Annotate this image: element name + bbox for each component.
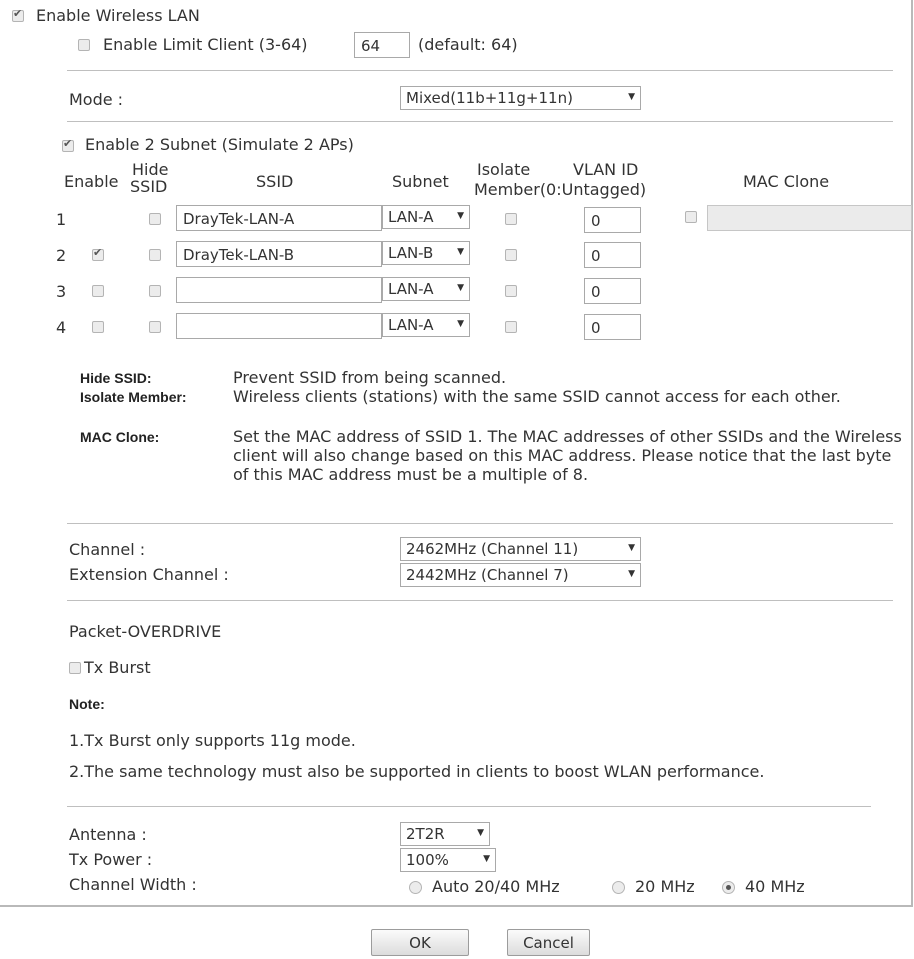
row-4-vlan-input[interactable]: 0 [584,314,641,340]
row-3-hide-checkbox[interactable] [149,285,161,297]
limit-client-default: (default: 64) [418,35,518,54]
channel-width-auto-radio[interactable] [409,881,422,894]
ext-channel-select-value: 2442MHz (Channel 7) [406,566,569,584]
note-line-2: 2.The same technology must also be supported in clients to boost WLAN performance. [69,762,765,781]
dropdown-arrow-icon: ▼ [457,283,464,293]
enable-subnet-label: Enable 2 Subnet (Simulate 2 APs) [85,135,354,154]
row-2-hide-checkbox[interactable] [149,249,161,261]
tx-power-select[interactable] [400,848,496,872]
row-number: 1 [56,210,67,229]
legend-hide-ssid-desc: Prevent SSID from being scanned. [233,368,507,387]
row-number: 4 [56,318,67,337]
ext-channel-label: Extension Channel : [69,565,229,584]
channel-select[interactable] [400,537,641,561]
legend-mac-clone-desc: Set the MAC address of SSID 1. The MAC addresses of other SSIDs and the Wireless client will also change based on this MAC address. Please notice that the last byte of this MAC address must be a multiple of 8. [233,427,902,484]
row-3-enable-checkbox[interactable] [92,285,104,297]
tx-power-label: Tx Power : [69,850,153,869]
dropdown-arrow-icon: ▼ [477,828,484,838]
divider [67,121,893,122]
header-ssid: SSID [256,172,294,191]
mode-select[interactable] [400,86,641,110]
row-3-ssid-input[interactable] [176,277,382,303]
row-4-isolate-checkbox[interactable] [505,321,517,333]
row-3-subnet-value: LAN-A [388,280,434,298]
dropdown-arrow-icon: ▼ [457,211,464,221]
header-subnet: Subnet [392,172,449,191]
row-4-subnet-value: LAN-A [388,316,434,334]
row-3-vlan-input[interactable]: 0 [584,278,641,304]
enable-wireless-checkbox[interactable] [12,10,24,22]
row-1-isolate-checkbox[interactable] [505,213,517,225]
note-line-1: 1.Tx Burst only supports 11g mode. [69,731,356,750]
row-1-hide-checkbox[interactable] [149,213,161,225]
divider [67,523,893,524]
enable-wireless-label: Enable Wireless LAN [36,6,200,25]
header-mac-clone: MAC Clone [743,172,830,191]
row-1-subnet-select[interactable] [382,205,470,229]
divider [67,70,893,71]
row-number: 3 [56,282,67,301]
row-1-vlan-input[interactable]: 0 [584,207,641,233]
row-4-enable-checkbox[interactable] [92,321,104,333]
channel-width-40-radio[interactable] [722,881,735,894]
legend-hide-ssid-term: Hide SSID: [80,370,152,386]
limit-client-checkbox[interactable] [78,39,90,51]
header-hide-ssid-line1: Hide [132,160,169,179]
legend-mac-clone-term: MAC Clone: [80,429,160,445]
channel-width-auto-label: Auto 20/40 MHz [432,877,560,896]
channel-width-20-radio[interactable] [612,881,625,894]
limit-client-label: Enable Limit Client (3-64) [103,35,308,54]
legend-isolate-desc: Wireless clients (stations) with the same SSID cannot access for each other. [233,387,841,406]
tx-burst-checkbox[interactable] [69,662,81,674]
dropdown-arrow-icon: ▼ [483,854,490,864]
header-enable: Enable [64,172,119,191]
antenna-label: Antenna : [69,825,147,844]
ext-channel-select[interactable] [400,563,641,587]
row-4-hide-checkbox[interactable] [149,321,161,333]
row-1-mac-clone-checkbox[interactable] [685,211,697,223]
header-hide-ssid-line2: SSID [130,177,168,196]
channel-width-20-label: 20 MHz [635,877,695,896]
limit-client-input[interactable]: 64 [354,32,410,58]
row-4-subnet-select[interactable] [382,313,470,337]
channel-width-label: Channel Width : [69,875,197,894]
channel-width-40-label: 40 MHz [745,877,805,896]
dropdown-arrow-icon: ▼ [628,569,635,579]
divider [67,600,893,601]
channel-select-value: 2462MHz (Channel 11) [406,540,579,558]
row-1-ssid-input[interactable]: DrayTek-LAN-A [176,205,382,231]
row-2-ssid-input[interactable]: DrayTek-LAN-B [176,241,382,267]
tx-burst-label: Tx Burst [84,658,151,677]
mode-select-value: Mixed(11b+11g+11n) [406,89,573,107]
antenna-select-value: 2T2R [406,825,445,843]
header-isolate-line1: Isolate [477,160,531,179]
channel-label: Channel : [69,540,146,559]
dropdown-arrow-icon: ▼ [457,319,464,329]
packet-overdrive-title: Packet-OVERDRIVE [69,622,222,641]
row-2-subnet-select[interactable] [382,241,470,265]
row-1-subnet-value: LAN-A [388,208,434,226]
row-number: 2 [56,246,67,265]
row-1-mac-input[interactable] [707,205,912,231]
dropdown-arrow-icon: ▼ [457,247,464,257]
legend-isolate-term: Isolate Member: [80,389,187,405]
divider [67,806,871,807]
row-2-vlan-input[interactable]: 0 [584,242,641,268]
dropdown-arrow-icon: ▼ [628,543,635,553]
ok-button[interactable]: OK [371,929,469,956]
header-isolate-line2: Member(0:Untagged) [474,180,647,199]
mode-label: Mode : [69,90,124,109]
row-3-isolate-checkbox[interactable] [505,285,517,297]
antenna-select[interactable] [400,822,490,846]
header-vlan: VLAN ID [573,160,639,179]
note-title: Note: [69,696,105,712]
row-2-subnet-value: LAN-B [388,244,434,262]
row-4-ssid-input[interactable] [176,313,382,339]
row-2-isolate-checkbox[interactable] [505,249,517,261]
cancel-button[interactable]: Cancel [507,929,590,956]
dropdown-arrow-icon: ▼ [628,92,635,102]
row-2-enable-checkbox[interactable] [92,249,104,261]
tx-power-select-value: 100% [406,851,449,869]
enable-subnet-checkbox[interactable] [62,140,74,152]
row-3-subnet-select[interactable] [382,277,470,301]
